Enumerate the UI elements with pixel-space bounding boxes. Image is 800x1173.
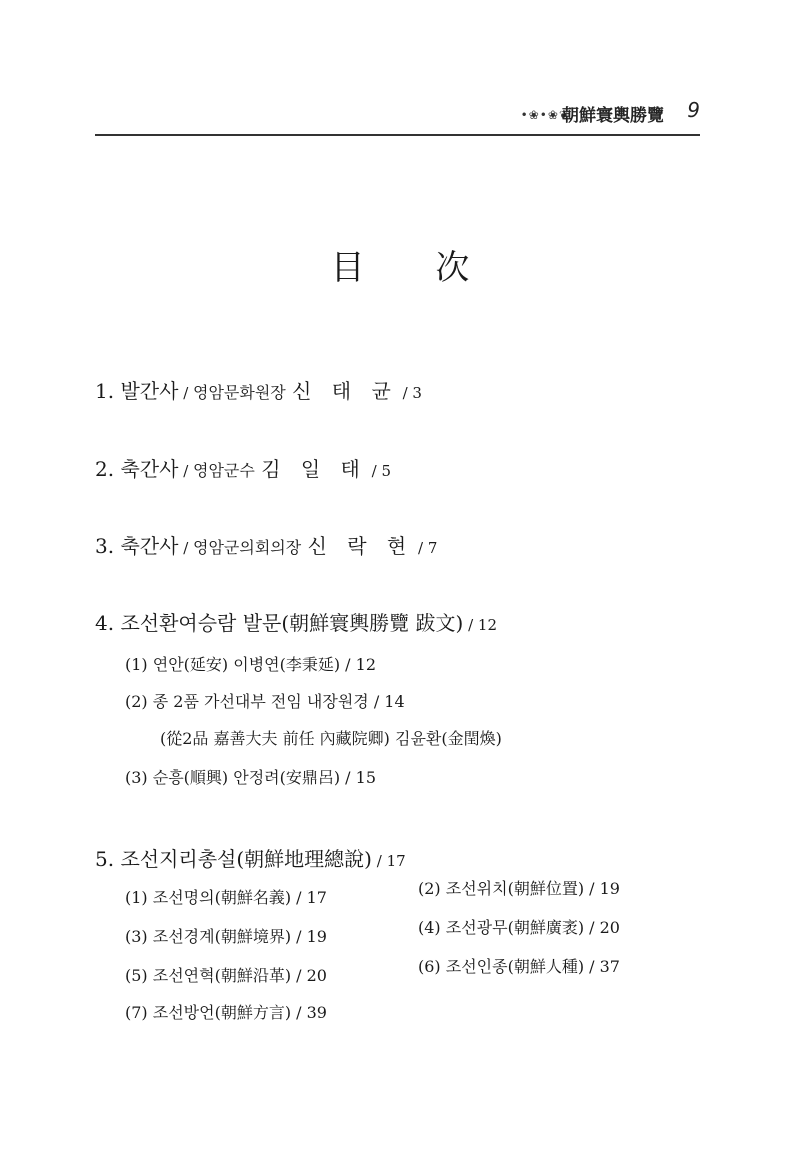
toc-subentry-5-6[interactable]: (6) 조선인종(朝鮮人種) / 37 [418, 957, 620, 976]
entry-title: 조선환여승람 발문(朝鮮寰輿勝覽 跋文) [120, 611, 464, 635]
running-header [95, 100, 700, 130]
toc-entry-1[interactable] [95, 375, 422, 404]
running-title: 朝鮮寰輿勝覽 [562, 106, 664, 126]
toc-entry-3[interactable] [95, 530, 437, 559]
entry-role: 영암문화원장 [193, 383, 286, 402]
entry-page: / 17 [371, 852, 406, 870]
entry-number: 2. [95, 457, 115, 481]
toc-entry-4[interactable] [95, 607, 497, 636]
toc-subentry-5-7[interactable]: (7) 조선방언(朝鮮方言) / 39 [125, 1003, 327, 1022]
ornament-icon: •❀•❀❦ [520, 108, 570, 122]
toc-subentry-5-4[interactable]: (4) 조선광무(朝鮮廣袤) / 20 [418, 918, 620, 937]
entry-author: 김 일 태 [261, 457, 367, 481]
entry-number: 4. [95, 611, 115, 635]
entry-page: / 5 [366, 462, 392, 480]
entry-role: 영암군의회의장 [193, 538, 302, 557]
entry-number: 1. [95, 379, 115, 403]
entry-page: / 7 [413, 539, 438, 557]
toc-title: 目 次 [330, 248, 500, 288]
toc-entry-5[interactable] [95, 843, 406, 872]
entry-page: / 3 [397, 384, 422, 402]
entry-title: 발간사 [120, 379, 179, 403]
entry-separator: / [178, 384, 194, 402]
entry-author: 신 태 균 [292, 379, 398, 403]
page-number: 9 [687, 98, 700, 122]
toc-subentry-5-5[interactable]: (5) 조선연혁(朝鮮沿革) / 20 [125, 966, 327, 985]
entry-number: 3. [95, 534, 115, 558]
toc-subentry-4-2[interactable]: (2) 종 2품 가선대부 전임 내장원경 / 14 [125, 692, 405, 711]
entry-page: / 12 [463, 616, 498, 634]
toc-subentry-4-3[interactable]: (3) 순흥(順興) 안정려(安鼎呂) / 15 [125, 768, 377, 787]
entry-number: 5. [95, 847, 115, 871]
entry-separator: / [178, 462, 194, 480]
entry-separator: / [178, 539, 194, 557]
header-rule [95, 134, 700, 136]
entry-role: 영암군수 [193, 461, 255, 480]
toc-entry-2[interactable] [95, 453, 391, 482]
entry-author: 신 락 현 [307, 534, 414, 558]
toc-subentry-4-1[interactable]: (1) 연안(延安) 이병연(李秉延) / 12 [125, 655, 377, 674]
toc-subentry-4-2-continued: (從2品 嘉善大夫 前任 內藏院卿) 김윤환(金閏煥) [160, 729, 502, 748]
toc-subentry-5-3[interactable]: (3) 조선경계(朝鮮境界) / 19 [125, 927, 327, 946]
toc-subentry-5-2[interactable]: (2) 조선위치(朝鮮位置) / 19 [418, 879, 620, 898]
toc-subentry-5-1[interactable]: (1) 조선명의(朝鮮名義) / 17 [125, 888, 327, 907]
entry-title: 축간사 [120, 457, 179, 481]
entry-title: 축간사 [120, 534, 179, 558]
entry-title: 조선지리총설(朝鮮地理總說) [120, 847, 372, 871]
